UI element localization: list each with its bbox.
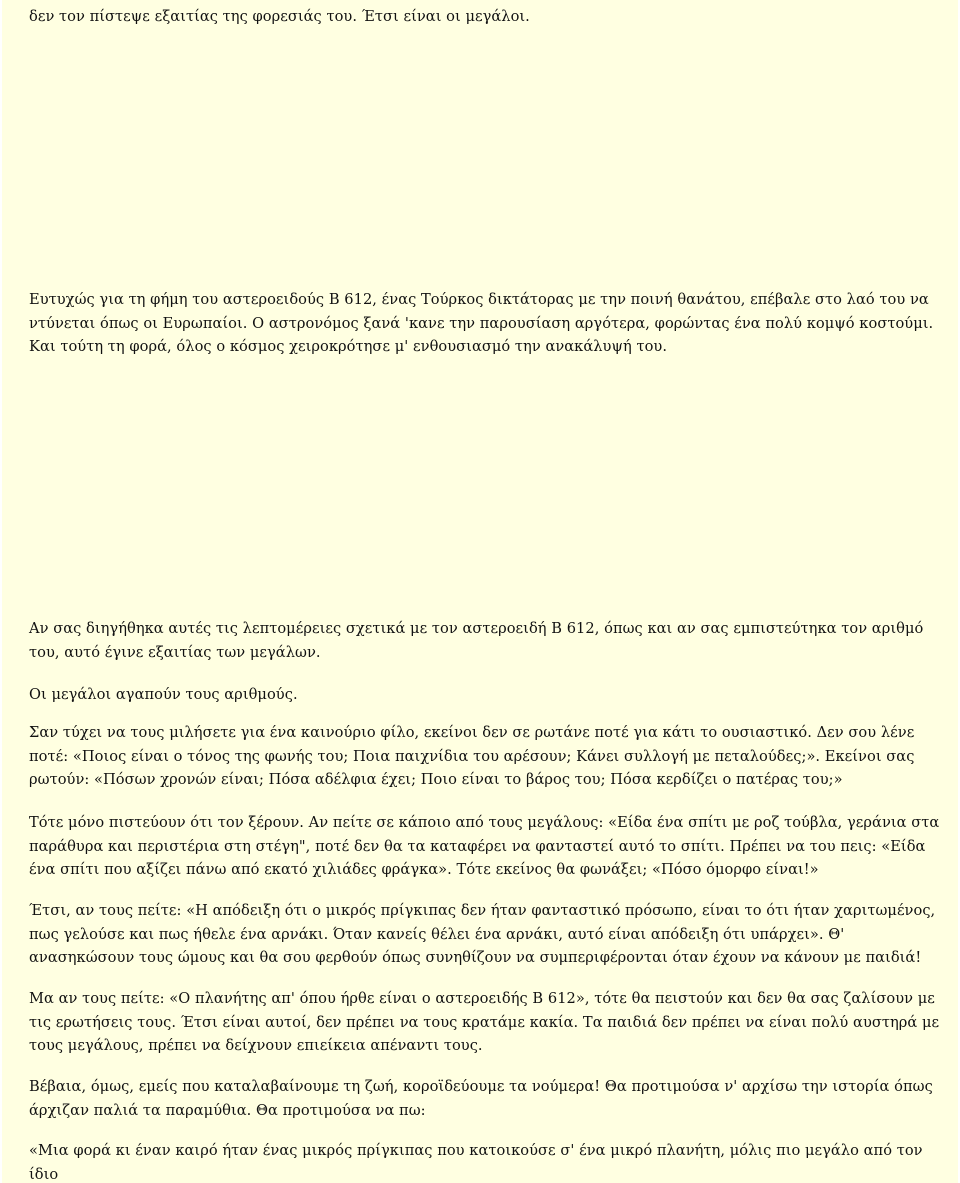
document-page [2,0,958,1183]
paragraph-10: «Μια φορά κι έναν καιρό ήταν ένας μικρός πρίγκιπας που κατοικούσε σ' ένα μικρό πλανήτη, μόλις πιο μεγάλο από τον ίδιο [29,1142,923,1183]
paragraph-6: Τότε μόνο πιστεύουν ότι τον ξέρουν. Αν πείτε σε κάποιο από τους μεγάλους: «Είδα ένα σπίτι με ροζ τούβλα, γεράνια στα παράθυρα και περιστέρια στη στέγη", ποτέ δεν θα τα καταφέρει να φανταστεί αυτό το σπίτι. Πρέπει να του πεις: «Είδα ένα σπίτι που αξίζει πάνω από εκατό χιλιάδες φράγκα». Τότε εκείνος θα φωνάξει; «Πόσο όμορφο είναι!» [29,814,940,878]
paragraph-5: Σαν τύχει να τους μιλήσετε για ένα καινούριο φίλο, εκείνοι δεν σε ρωτάνε ποτέ για κάτι το ουσιαστικό. Δεν σου λένε ποτέ: «Ποιος είναι ο τόνος της φωνής του; Ποια παιχνίδια του αρέσουν; Κάνει συλλογή με πεταλούδες;». Εκείνοι σας ρωτούν: «Πόσων χρονών είναι; Πόσα αδέλφια έχει; Ποιο είναι το βάρος του; Πόσα κερδίζει ο πατέρας του;» [29,724,915,788]
paragraph-2: Ευτυχώς για τη φήμη του αστεροειδούς B 612, ένας Τούρκος δικτάτορας με την ποινή θανάτου, επέβαλε στο λαό του να ντύνεται όπως οι Ευρωπαίοι. Ο αστρονόμος ξανά 'κανε την παρουσίαση αργότερα, φορώντας ένα πολύ κομψό κοστούμι. Και τούτη τη φορά, όλος ο κόσμος χειροκρότησε μ' ενθουσιασμό την ανακάλυψή του. [29,291,934,355]
paragraph-8: Μα αν τους πείτε: «Ο πλανήτης απ' όπου ήρθε είναι ο αστεροειδής Β 612», τότε θα πειστούν και δεν θα σας ζαλίσουν με τις ερωτήσεις τους. Έτσι είναι αυτοί, δεν πρέπει να τους κρατάμε κακία. Τα παιδιά δεν πρέπει να είναι πολύ αυστηρά με τους μεγάλους, πρέπει να δείχνουν επιείκεια απέναντι τους. [29,990,940,1054]
paragraph-3: Αν σας διηγήθηκα αυτές τις λεπτομέρειες σχετικά με τον αστεροειδή Β 612, όπως και αν σας εμπιστεύτηκα τον αριθμό του, αυτό έγινε εξαιτίας των μεγάλων. [29,620,924,661]
paragraph-9: Βέβαια, όμως, εμείς που καταλαβαίνουμε τη ζωή, κοροϊδεύουμε τα νούμερα! Θα προτιμούσα ν' αρχίσω την ιστορία όπως άρχιζαν παλιά τα παραμύθια. Θα προτιμούσα να πω: [29,1078,933,1119]
paragraph-4: Οι μεγάλοι αγαπούν τους αριθμούς. [29,686,298,703]
paragraph-7: Έτσι, αν τους πείτε: «Η απόδειξη ότι ο μικρός πρίγκιπας δεν ήταν φανταστικό πρόσωπο, είναι το ότι ήταν χαριτωμένος, πως γελούσε και πως ήθελε ένα αρνάκι. Όταν κανείς θέλει ένα αρνάκι, αυτό είναι απόδειξη ότι υπάρχει». Θ' ανασηκώσουν τους ώμους και θα σου φερθούν όπως συνηθίζουν να συμπεριφέρονται όταν έχουν να κάνουν με παιδιά! [29,902,936,966]
paragraph-1: δεν τον πίστεψε εξαιτίας της φορεσιάς του. Έτσι είναι οι μεγάλοι. [29,8,530,25]
